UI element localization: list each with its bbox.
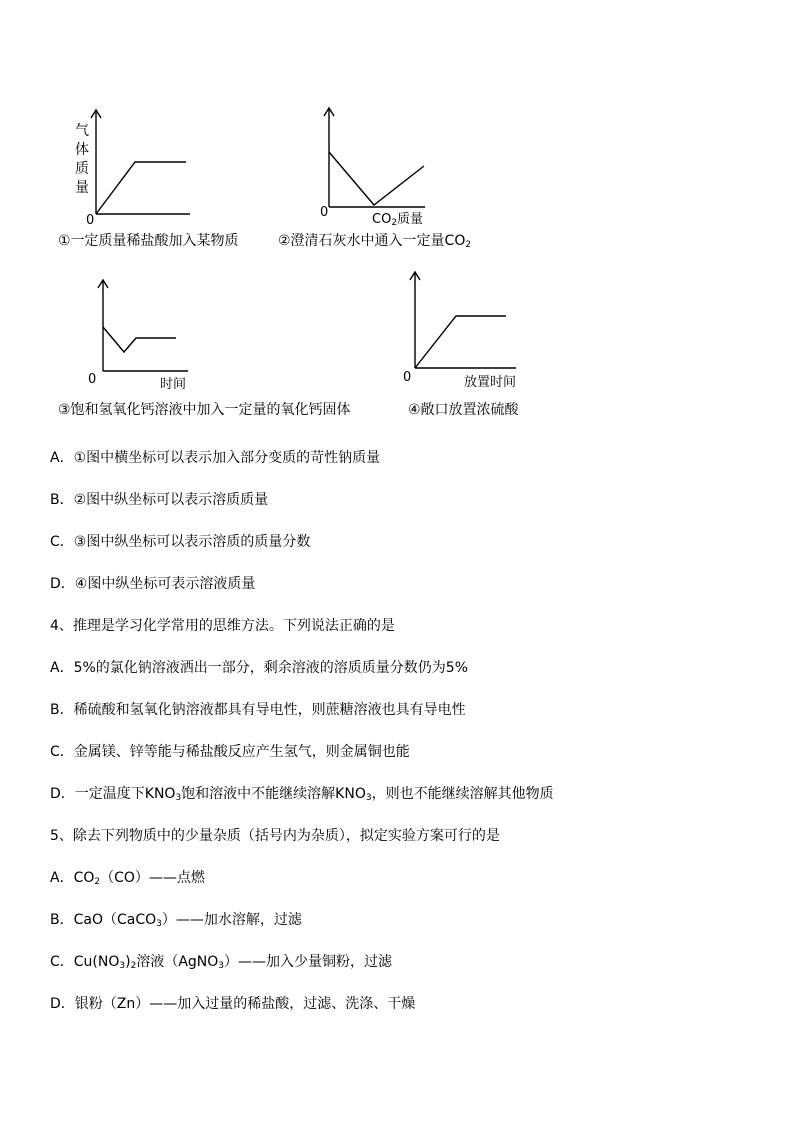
graph-3-x-label: 时间 — [160, 377, 187, 392]
q3-option-a: A．①图中横坐标可以表示加入部分变质的苛性钠质量 — [50, 450, 381, 466]
q4-stem: 4、推理是学习化学常用的思维方法。下列说法正确的是 — [50, 618, 395, 634]
q5-option-b: B．CaO（CaCO$_3$）——加水溶解，过滤 — [50, 912, 302, 929]
graph-2-x-label: $CO_2$质量 — [372, 212, 424, 228]
graph-3-origin: 0 — [88, 372, 97, 387]
q3-option-b: B．②图中纵坐标可以表示溶质质量 — [50, 492, 269, 508]
q5-option-c: C．$Cu(NO_3)_2$溶液（AgNO$_3$）——加入少量铜粉，过滤 — [50, 954, 393, 971]
q5-stem: 5、除去下列物质中的少量杂质（括号内为杂质），拟定实验方案可行的是 — [50, 828, 500, 844]
graph-2-caption: ②澄清石灰水中通入一定量$CO_2$ — [278, 233, 472, 250]
graph-4-x-label: 放置时间 — [464, 375, 517, 390]
q4-option-a: A．5%的氯化钠溶液洒出一部分，剩余溶液的溶质质量分数仍为5% — [50, 660, 468, 676]
graph-1-y-label: 气体质量 — [75, 123, 89, 196]
graph-4-origin: 0 — [403, 370, 412, 385]
q3-option-d: D．④图中纵坐标可表示溶液质量 — [50, 576, 256, 592]
q4-option-c: C．金属镁、锌等能与稀盐酸反应产生氢气，则金属铜也能 — [50, 744, 410, 760]
graph-1-caption: ①一定质量稀盐酸加入某物质 — [58, 233, 239, 249]
graph-4-plot — [0, 0, 794, 420]
graph-4-curve — [415, 316, 506, 368]
graph-2-origin: 0 — [320, 205, 329, 220]
graph-4-caption: ④敞口放置浓硫酸 — [408, 402, 519, 418]
q5-option-a: A．$CO_2(CO)——$点燃 — [50, 870, 205, 887]
graph-1-origin: 0 — [86, 213, 95, 228]
graph-3-caption: ③饱和氢氧化钙溶液中加入一定量的氧化钙固体 — [58, 402, 351, 418]
q4-option-b: B．稀硫酸和氢氧化钠溶液都具有导电性，则蔗糖溶液也具有导电性 — [50, 702, 466, 718]
q4-option-d: D．一定温度下$KNO_3$饱和溶液中不能继续溶解$KNO_3$，则也不能继续溶解其他物质 — [50, 786, 554, 803]
q5-option-d: D．银粉（Zn）——加入过量的稀盐酸，过滤、洗涤、干燥 — [50, 996, 416, 1012]
q3-option-c: C．③图中纵坐标可以表示溶质的质量分数 — [50, 534, 311, 550]
